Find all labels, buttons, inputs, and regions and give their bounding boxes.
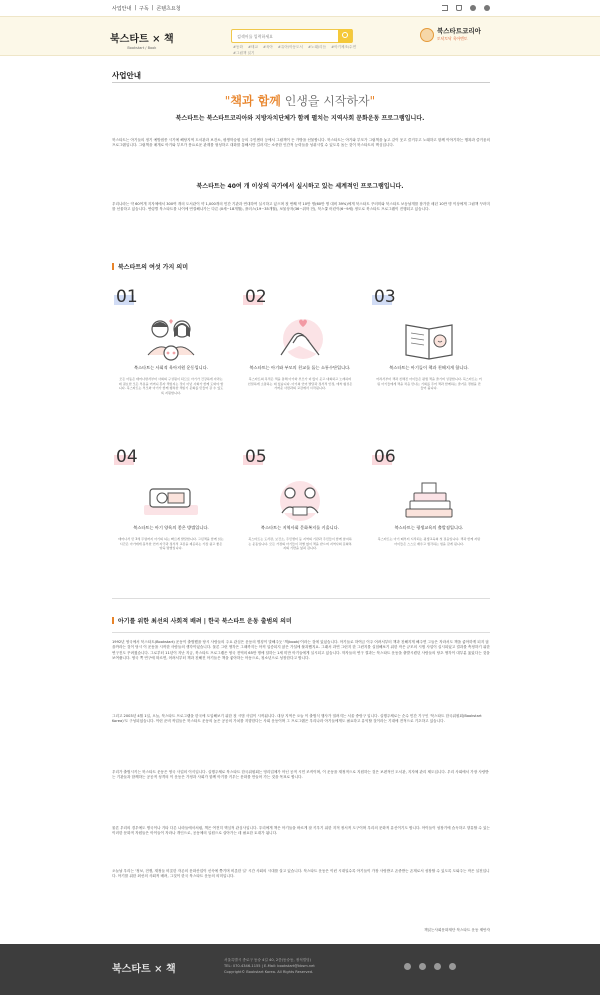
tag-link[interactable]: #동화 xyxy=(233,45,243,49)
page-title: 사업안내 xyxy=(112,71,141,80)
meaning-description: 북스타트의 목적은 책을 통해 아기와 부모가 더 많이 웃고 대화하고 노래하며 친밀하게 소통하는 데 있습니다. 아기의 언어 발달과 정서적 안정, 애착 형성은 가까운 사람과의 교감에서 시작됩니다. xyxy=(247,377,353,391)
meaning-section-title xyxy=(112,262,188,271)
blog-icon[interactable] xyxy=(404,963,411,970)
signature: 책읽는사회문화재단 북스타트 운동 제안자 xyxy=(424,928,490,932)
meaning-number: 04 xyxy=(116,447,138,467)
open-book-icon xyxy=(392,315,466,363)
footer-info xyxy=(224,957,315,975)
meaning-description: 태어나서 만 3세 무렵까지 아기의 뇌는 빠르게 발달합니다. 그림책을 함께 읽는 시간은 아기에게 풍부한 언어 자극과 정서적 교감을 제공하는 가장 쉽고 좋은 양육 방법입니다. xyxy=(118,537,224,551)
baby-bed-icon xyxy=(134,475,208,523)
meaning-number: 05 xyxy=(245,447,267,467)
intro-paragraph-2: 우리나라는 약 60여개 지자체에서 300여 개의 도서관이 약 1,000개의 민간 기관과 연대하여 실시하고 있으며 첫 번째 약 10만 명(60만 명 대비 39%)에게 북스타트 꾸러미와 북스타트 보듬날개를 참가한 매년 10만 명 이상에게 그림책 꾸러미를 선물하고 있습니다. 연령별 북스타트를 나이에 연결해나가는 다른 (0세~18개월), 플러스(19~35개월), 보물상자(36~취학 전), 북스쿨 어린이(6~9세) 정도로 북스타트 프로그램이 진행되고 있습니다. xyxy=(112,202,490,212)
top-utility-bar xyxy=(0,0,600,16)
footer-copyright: Copyright© Bookstart Korea. All Rights Reserved. xyxy=(224,970,314,974)
section-title-text: 북스타트의 여섯 가지 의미 xyxy=(118,264,189,271)
partner-brand[interactable] xyxy=(420,28,481,42)
history-paragraph-2: 그리고 2003년 4월 1일, 오늘, 북스타트 프로그램을 한국에 도입해보기 위한 첫 시범 사업이 시작됩니다. 대상 지역은 오늘 이 출범식 행사가 열려지는 서울 중랑구 입니다. 실행주체로는 순수 민간 기구인 '북스타트 한국위원회(Bookstart Korea)'도 구성되었습니다. 이런 준비 작업들은 북스타트 운동의 높은 공공의 가치를 지향한다는 사회 운동이며 그 프로그램은 우리나라 아기들에게도 필요하고 유익할 것이라는 기대에 전적으로 기초하고 있습니다. xyxy=(112,714,482,724)
meaning-title: 북스타트는 지역사회 문화복지를 키웁니다. xyxy=(260,525,340,530)
footer-social xyxy=(404,963,456,970)
top-link-subscribe[interactable]: 구독 xyxy=(139,5,149,12)
history-section-title xyxy=(112,616,292,625)
logo-subtext: Bookstart / Book xyxy=(127,46,157,50)
tag-link[interactable]: #아기체조/수면 xyxy=(331,45,357,49)
footer-contact: TEL: 070-4346-1155 | E-Mail: bookstart@kbsm.net xyxy=(224,964,315,968)
divider xyxy=(112,632,490,633)
search-icon[interactable] xyxy=(338,29,352,43)
facebook-icon[interactable] xyxy=(419,963,426,970)
top-link-content-request[interactable]: 콘텐츠요청 xyxy=(156,5,181,12)
intro-heading-2: 북스타트는 40여 개 이상의 국가에서 실시하고 있는 세계적인 프로그램입니다. xyxy=(196,183,404,190)
brand-mascot-icon xyxy=(420,28,434,42)
meaning-number: 02 xyxy=(245,287,267,307)
meaning-number: 06 xyxy=(374,447,396,467)
quote-open: " xyxy=(224,94,231,108)
divider xyxy=(112,598,490,599)
tag-link[interactable]: #태교 xyxy=(247,45,258,49)
divider xyxy=(112,82,490,83)
site-footer xyxy=(0,944,600,995)
history-paragraph-3: 우리가 출범시키는 북스타트 운동은 영국 사업의 이식입니다. 실행주체로 북스타트 한국위원회는 영리업체가 아닌 공적 시민 조직이며, 이 운동을 재정적으로 지원하는 것은 보편적인 도서관, 지자체 관리 제도입니다. 우리 사회에서 가장 사랑받는 기관들과 함께하는 공공적 성격의 이 운동은 가정과 사회가 함께 아기를 키우는 문화를 만들어 가는 것을 목표로 합니다. xyxy=(112,770,489,780)
intro-heading-1: 북스타트는 북스타트코리아와 지방자치단체가 함께 펼치는 지역사회 문화운동 프로그램입니다. xyxy=(175,115,425,122)
tag-link[interactable]: #노래/리듬 xyxy=(307,45,327,49)
facebook-icon[interactable] xyxy=(470,5,476,11)
twitter-icon[interactable] xyxy=(484,5,490,11)
meaning-description: 모든 아동은 태어나면서부터 사회의 구성원이 되므로 아기가 건강하게 자라는 데 필요한 모든 부분을 어머니 혼자 책임지는 것이 아닌 사회가 함께 도와야 합니다. 북스타트는 부모와 아기가 함께 행복한 책읽기 문화를 만들어 갈 수 있도록 지원합니다. xyxy=(118,377,224,395)
meaning-description: 북스타트는 도서관, 보건소, 주민센터 등 지역의 기관과 주민들이 함께 참여하는 운동입니다. 모든 가정의 아기들이 차별 없이 책을 받으며 지역사회 문화복지의 기반을 넓혀 갑니다. xyxy=(248,537,352,551)
separator: | xyxy=(134,4,137,11)
search-tags xyxy=(233,45,363,56)
tag-link[interactable]: #육아 xyxy=(262,45,273,49)
intro-paragraph-1: 북스타트는 아기들의 정기 예방접종 시기에 해당지역 도서관과 보건소, 평생학습원 등의 주민센터 등에서 그림책이 든 가방을 선물합니다. 북스타트는 아기와 부모가 그림책을 놓고 같이 웃고 즐거우고 노래하고 함께 이야기하는 행복과 즐거움의 프로그램입니다. 그림책을 매개로 아기와 부모가 풍요로운 관계를 형성하고 대화를 통해서만 길러지는 소중한 인간적 능력들을 성취시킬 수 있도록 돕는 것이 북스타트의 핵심입니다. xyxy=(112,138,490,148)
meaning-number: 01 xyxy=(116,287,138,307)
section-marker xyxy=(112,617,114,624)
top-links xyxy=(112,5,181,12)
hero-headline xyxy=(0,92,600,109)
meaning-title: 북스타트는 아기들이 책과 친해지게 합니다. xyxy=(389,365,469,370)
meaning-title: 북스타트는 평생교육의 출발점입니다. xyxy=(394,525,464,530)
site-logo[interactable] xyxy=(110,30,174,50)
footer-logo[interactable]: 북스타트 × 책 xyxy=(112,964,176,975)
instagram-icon[interactable] xyxy=(434,963,441,970)
brand-sub: 토닥토닥 육아멘토 xyxy=(437,36,468,41)
meaning-description: 북스타트는 아기 때부터 시작되는 평생교육의 첫 걸음입니다. 책과 함께 자란 아이들은 스스로 배우고 생각하는 힘을 갖게 됩니다. xyxy=(377,537,481,546)
history-paragraph-5: 오늘날 우리는 '정보, 전쟁, 재정들 비롯한 자존의 문화산업이 신속에 쫓기며 비롯한 일' 시간 사회의 시대를 살고 있습니다. 북스타트 운동은 이런 시대일수록 아기들이 가장 사랑받고 존중받는 존재로서 성장할 수 있도록 도와주는 작은 실천입니다. 아기를 위한 최선의 사회적 배려, 그것이 한국 북스타트 운동의 의미입니다. xyxy=(112,869,490,879)
history-paragraph-4: 물론 우리의 경우에도 명국이나 기타 다른 나라들에서처럼, 책은 여전히 핵심적 관심사입니다. 우리에게 책은 아기들을 바르게 잘 키우기 위한 지적 정서적 도구이며 우리의 문화적 유산이기도 합니다. 아이들이 성장기에 습득하고 향유할 수 있는 이러한 문화적 자원들은 아이들이 자라나 개인으로, 공동체의 일원으로 살아가는 데 필요한 토대가 됩니다. xyxy=(112,826,490,836)
twitter-icon[interactable] xyxy=(449,963,456,970)
tag-link[interactable]: #그림책 읽기 xyxy=(233,51,255,55)
meaning-description: 어려서부터 책과 친해진 아이들은 평생 책을 즐기며 성장합니다. 북스타트는 어린 아기들에게 책을 처음 만나는 기회를 주어 책과 함께하는 즐거운 경험을 만들어 줍니다. xyxy=(376,377,482,391)
top-icons xyxy=(442,5,490,11)
hero-rest: 인생을 시작하자 xyxy=(280,94,370,108)
search-box xyxy=(231,29,353,43)
footer-address: 서울특별시 종로구 동숭 4길 40, 2층(동숭동, 정석빌딩) xyxy=(224,958,312,962)
quote-close: " xyxy=(369,94,376,108)
search-input[interactable] xyxy=(232,30,337,42)
family-illustration-icon xyxy=(134,315,208,363)
logo-text: 북스타트 × 책 xyxy=(110,34,174,45)
holding-hands-icon xyxy=(263,315,337,363)
top-link-business[interactable]: 사업안내 xyxy=(112,5,132,12)
meaning-number: 03 xyxy=(374,287,396,307)
meaning-title: 북스타트는 사회적 육아지원 운동입니다. xyxy=(133,365,209,370)
books-stack-icon xyxy=(392,475,466,523)
meaning-title: 북스타트는 아기 양육의 좋은 방법입니다. xyxy=(133,525,209,530)
brand-name: 북스타트코리아 xyxy=(437,27,481,35)
section-marker xyxy=(112,263,114,270)
community-icon xyxy=(263,475,337,523)
brand-text xyxy=(437,28,481,42)
hero-strong: 책과 함께 xyxy=(230,94,281,108)
meaning-title: 북스타트는 아기와 부모의 친교를 돕는 소통수단입니다. xyxy=(249,365,351,370)
cart-icon[interactable] xyxy=(456,5,462,11)
separator: | xyxy=(151,4,154,11)
login-icon[interactable] xyxy=(442,5,448,11)
section-title-text: 아기를 위한 최선의 사회적 배려 | 한국 북스타트 운동 출범의 의미 xyxy=(118,618,292,625)
tag-link[interactable]: #유아/아동도서 xyxy=(277,45,303,49)
history-paragraph-1: 1992년 영국에서 북스타트(Bookstart) 운동이 출범했을 당시 사람들의 주요 관심은 운동의 명칭이 말해주듯 '책(book)'이라는 것에 있었습니다. 아기들로 하여금 이주 어려서부터 책과 친해지게 해주면 그들은 자라서도 책을 좋아하게 되지 않을까라는 것이 당시 이 운동을 시작한 사람들의 생각이었습니다. 물론 그런 생각은 그때까지는 아직 입증되지 않은 가설에 불과했지요. 그래서 과연 그런지 한 그런지를 실험해보기 위한 작은 규모의 시범 사업이 실시되었고 결과를 측정하기 위한 연구진도 꾸려졌습니다. 그로부터 11년이 지난 지금, 북스타트 프로그램은 영국 전역의 65만 명에 달하는 1세 미만 아기들에게 실시되고 있습니다. 학자들의 연구 결과는 북스타트 운동을 출발시켰던 사람들의 당초 생각이 대부분 옳았다는 것을 보여줍니다. 영국 쪽 연구에 따르면, 어려서부터 책과 친해진 아기들은 책을 좋아하는 아동으로, 청소년으로 성장한다고 합니다. xyxy=(112,640,490,660)
